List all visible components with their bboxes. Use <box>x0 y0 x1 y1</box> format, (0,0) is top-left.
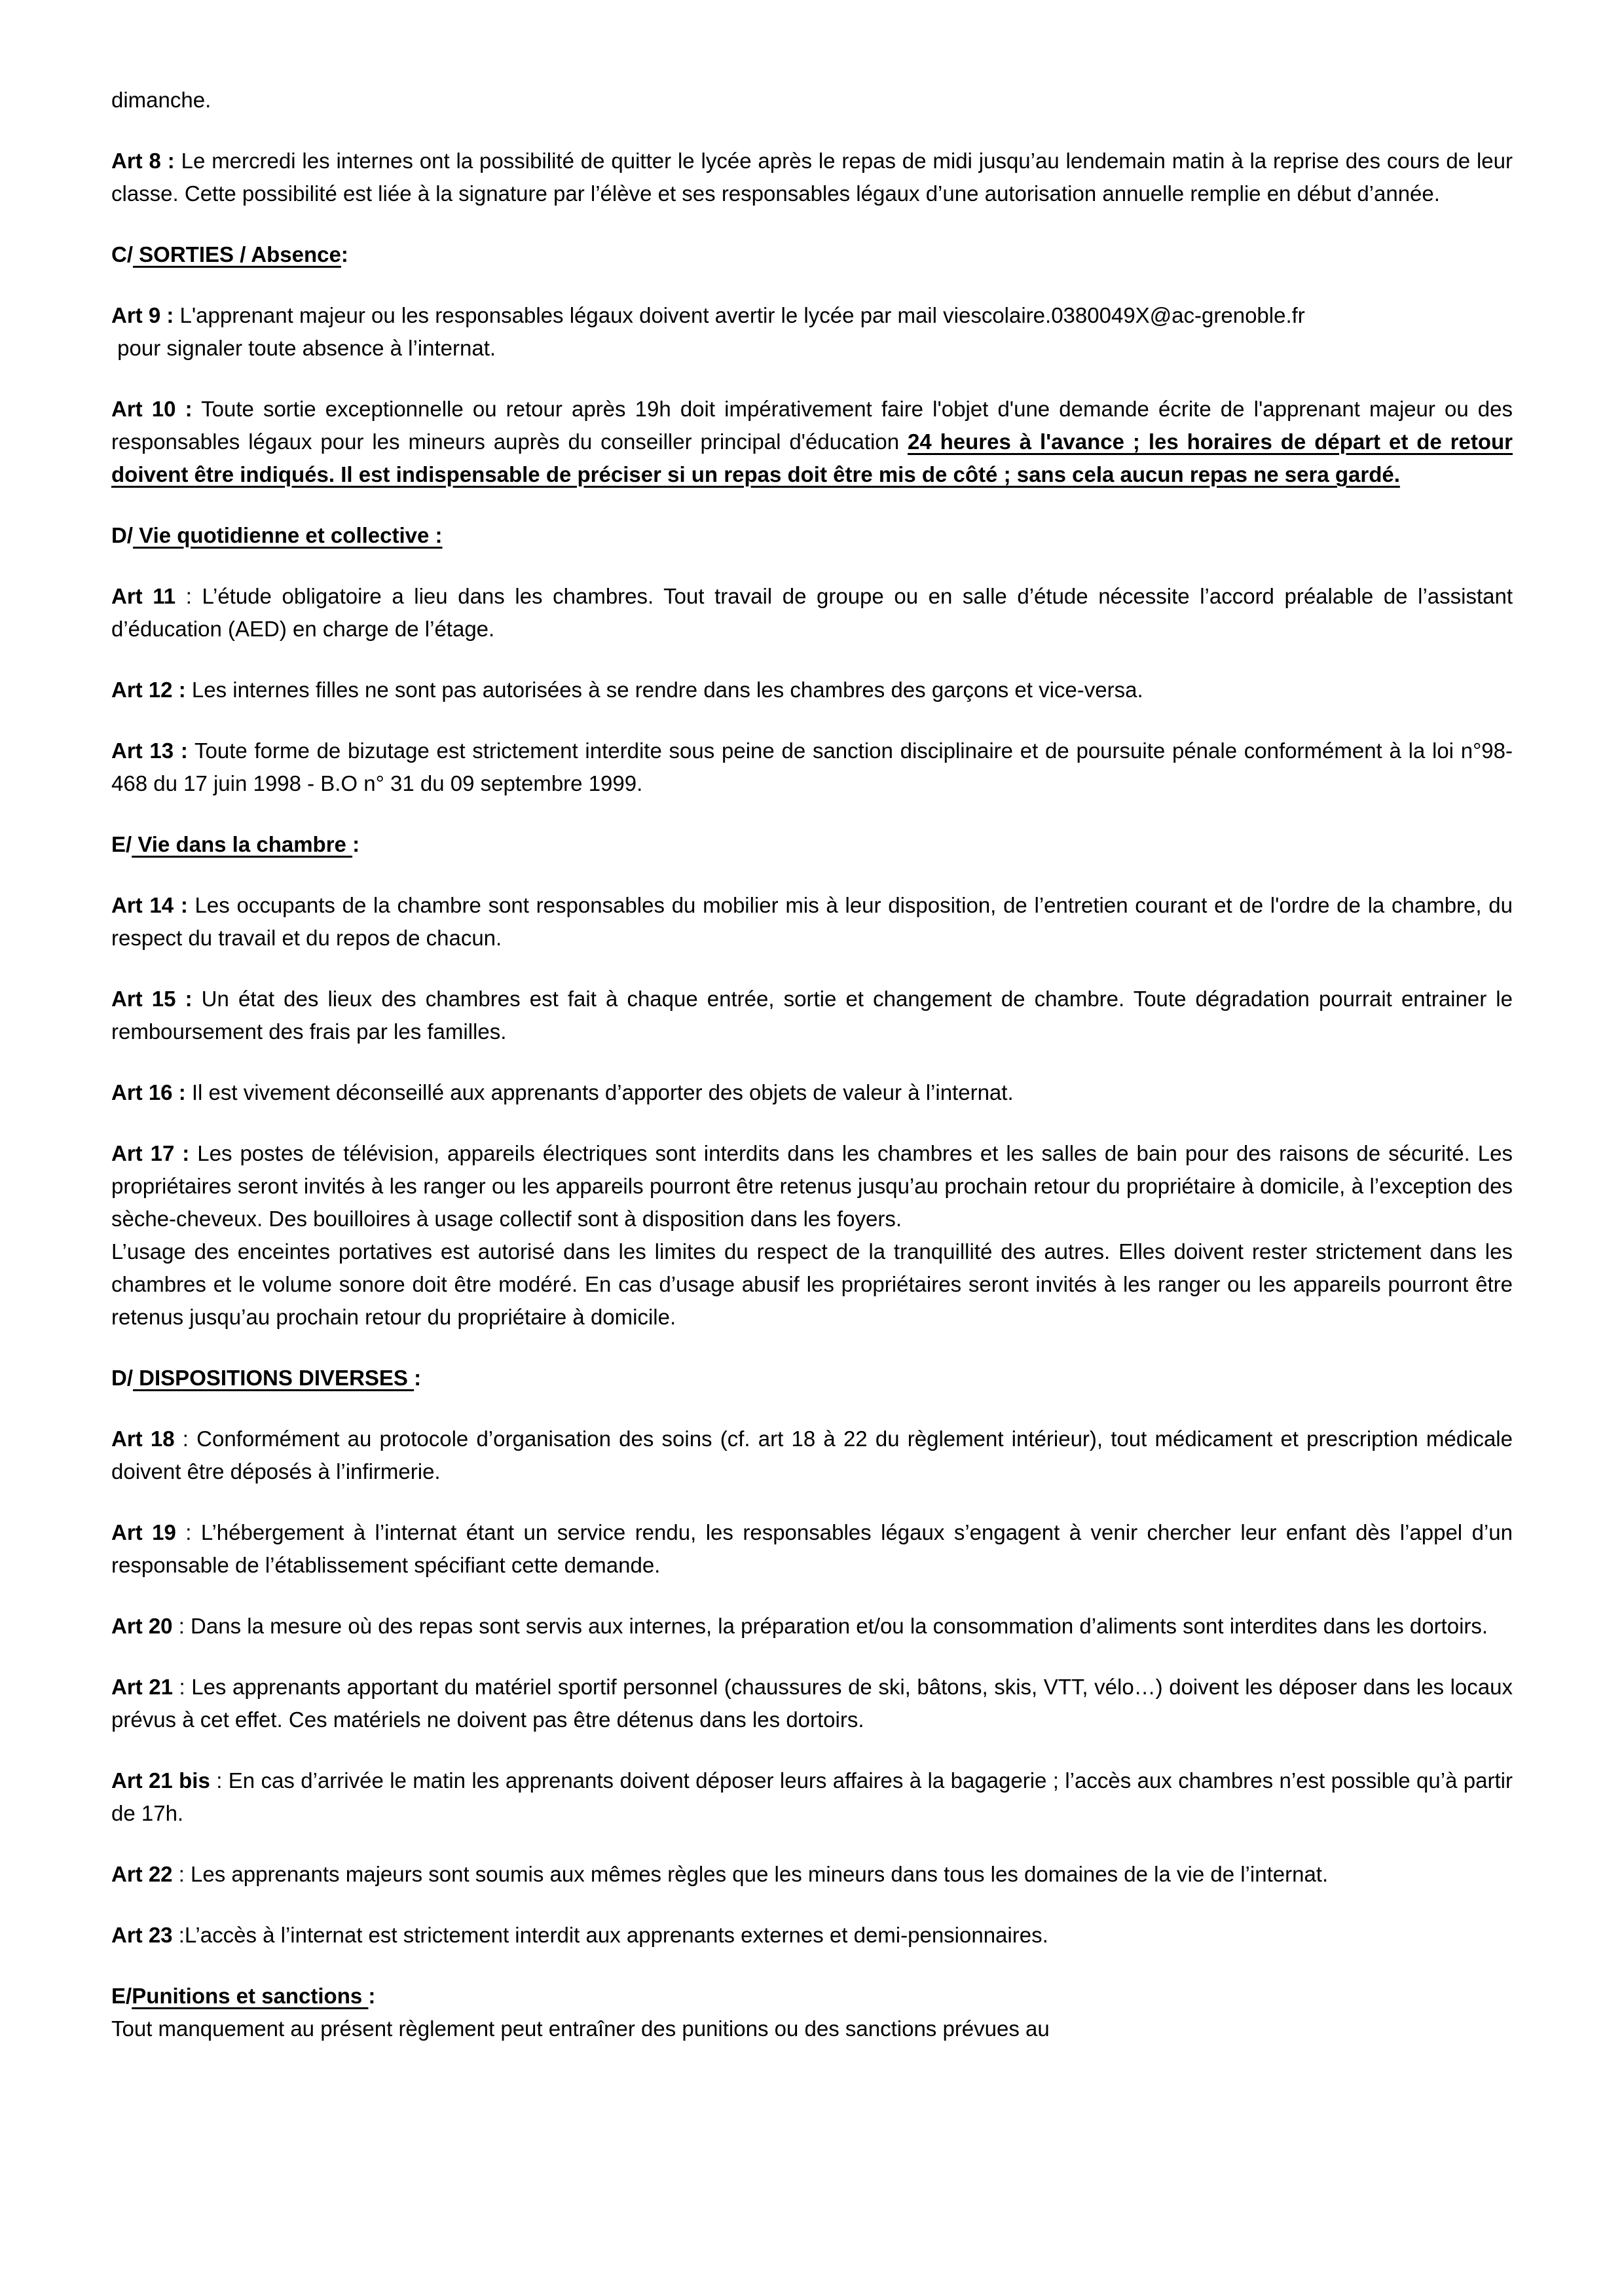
text-run: pour signaler toute absence à l’internat. <box>111 336 496 360</box>
text-run: : Conformément au protocole d’organisation des soins (cf. art 18 à 22 du règlement intérieur), tout médicament et prescription médicale doivent être déposés à l’infirmerie. <box>111 1427 1513 1484</box>
text-run: Un état des lieux des chambres est fait à chaque entrée, sortie et changement de chambre. Toute dégradation pourrait entrainer le remboursement des frais par les familles. <box>111 987 1513 1044</box>
para-art-20 <box>111 1610 1513 1643</box>
text-run: Art 20 <box>111 1614 173 1638</box>
para-art-23 <box>111 1919 1513 1952</box>
para-art-15 <box>111 983 1513 1048</box>
text-run: Toute forme de bizutage est strictement interdite sous peine de sanction disciplinaire et de poursuite pénale conformément à la loi n°98-468 du 17 juin 1998 - B.O n° 31 du 09 septembre 1999. <box>111 738 1513 795</box>
text-run: SORTIES / Absence <box>133 242 341 266</box>
text-run: Vie dans la chambre <box>132 832 353 856</box>
para-art-12 <box>111 674 1513 706</box>
para-art-13 <box>111 735 1513 800</box>
para-dimanche <box>111 84 1513 117</box>
text-run: Art 19 <box>111 1520 176 1544</box>
para-art-16 <box>111 1076 1513 1109</box>
text-run: Le mercredi les internes ont la possibilité de quitter le lycée après le repas de midi jusqu’au lendemain matin à la reprise des cours de leur classe. Cette possibilité est liée à la signature par l’élève et ses responsables légaux d’une autorisation annuelle remplie en début d’année. <box>111 149 1513 206</box>
text-run: Art 12 : <box>111 678 186 702</box>
text-run: :L’accès à l’internat est strictement interdit aux apprenants externes et demi-pensionnaires. <box>172 1923 1048 1947</box>
text-run: Art 13 : <box>111 738 188 763</box>
text-run: Art 18 <box>111 1427 175 1451</box>
heading-sorties-absence <box>111 238 1513 271</box>
para-art-11 <box>111 580 1513 646</box>
heading-vie-quotidienne <box>111 519 1513 552</box>
text-run: Punitions et sanctions <box>132 1984 369 2008</box>
text-run: Vie quotidienne et collective : <box>133 523 443 547</box>
text-run: Art 21 <box>111 1675 173 1699</box>
heading-dispositions-diverses <box>111 1362 1513 1394</box>
para-art-21 <box>111 1671 1513 1736</box>
text-run: C/ <box>111 242 133 266</box>
text-run: : <box>368 1984 376 2008</box>
text-run: Art 10 : <box>111 397 193 421</box>
text-run: Art 21 bis <box>111 1768 210 1793</box>
heading-vie-chambre <box>111 828 1513 861</box>
text-run: : Les apprenants apportant du matériel sportif personnel (chaussures de ski, bâtons, skis, VTT, vélo…) doivent les déposer dans les locaux prévus à cet effet. Ces matériels ne doivent pas être détenus dans les dortoirs. <box>111 1675 1513 1732</box>
text-run: Les postes de télévision, appareils électriques sont interdits dans les chambres et les salles de bain pour des raisons de sécurité. Les propriétaires seront invités à les ranger ou les appareils pourront être retenus jusqu’au prochain retour du propriétaire à domicile, à l’exception des sèche-cheveux. Des bouilloires à usage collectif sont à disposition dans les foyers. <box>111 1141 1513 1231</box>
text-run: dimanche. <box>111 88 212 112</box>
text-run: : En cas d’arrivée le matin les apprenants doivent déposer leurs affaires à la bagagerie ; l’accès aux chambres n’est possible qu’à partir de 17h. <box>111 1768 1513 1825</box>
text-run: Toute sortie exceptionnelle ou retour après 19h doit impérativement faire l'objet d'une demande écrite de l'apprenant majeur ou des responsables légaux pour les mineurs auprès du conseiller principal d'éducation <box>111 397 1513 454</box>
text-run: Art 16 : <box>111 1080 186 1104</box>
text-run: Les occupants de la chambre sont responsables du mobilier mis à leur disposition, de l’entretien courant et de l'ordre de la chambre, du respect du travail et du repos de chacun. <box>111 893 1513 950</box>
text-run: Art 14 : <box>111 893 188 917</box>
text-run: E/ <box>111 1984 132 2008</box>
para-art-19 <box>111 1516 1513 1582</box>
text-run: E/ <box>111 832 132 856</box>
text-run: Il est vivement déconseillé aux apprenants d’apporter des objets de valeur à l’internat. <box>185 1080 1014 1104</box>
text-run: Art 9 : <box>111 303 174 327</box>
text-run: : L’hébergement à l’internat étant un service rendu, les responsables légaux s’engagent à venir chercher leur enfant dès l’appel d’un responsable de l’établissement spécifiant cette demande. <box>111 1520 1513 1577</box>
text-run: D/ <box>111 1366 133 1390</box>
text-run: : Les apprenants majeurs sont soumis aux mêmes règles que les mineurs dans tous les domaines de la vie de l’internat. <box>172 1862 1329 1886</box>
para-art-10 <box>111 393 1513 491</box>
text-run: L’usage des enceintes portatives est autorisé dans les limites du respect de la tranquillité des autres. Elles doivent rester strictement dans les chambres et le volume sonore doit être modéré. En cas d’usage abusif les propriétaires seront invités à les ranger ou les appareils pourront être retenus jusqu’au prochain retour du propriétaire à domicile. <box>111 1239 1513 1329</box>
para-tout-manquement <box>111 2013 1513 2045</box>
text-run: 24 heures à l'avance ; les horaires de départ et de retour doivent être indiqués. Il est indispensable de préciser si un repas doit être mis de côté ; sans cela aucun repas ne sera gardé. <box>111 429 1513 486</box>
text-run: DISPOSITIONS DIVERSES <box>133 1366 415 1390</box>
para-art-21-bis <box>111 1764 1513 1830</box>
text-run: D/ <box>111 523 133 547</box>
text-run: Art 22 <box>111 1862 173 1886</box>
text-run: Les internes filles ne sont pas autorisées à se rendre dans les chambres des garçons et vice-versa. <box>185 678 1143 702</box>
para-art-18 <box>111 1423 1513 1488</box>
document-content <box>111 84 1513 2073</box>
text-run: : L’étude obligatoire a lieu dans les chambres. Tout travail de groupe ou en salle d’étude nécessite l’accord préalable de l’assistant d’éducation (AED) en charge de l’étage. <box>111 584 1513 641</box>
para-art-8 <box>111 145 1513 210</box>
text-run: : Dans la mesure où des repas sont servis aux internes, la préparation et/ou la consommation d’aliments sont interdites dans les dortoirs. <box>172 1614 1488 1638</box>
para-art-9 <box>111 299 1513 365</box>
text-run: Art 23 <box>111 1923 173 1947</box>
text-run: Art 8 : <box>111 149 175 173</box>
text-run: Art 17 : <box>111 1141 190 1165</box>
text-run: Art 15 : <box>111 987 193 1011</box>
text-run: L'apprenant majeur ou les responsables légaux doivent avertir le lycée par mail viescolaire.0380049X@ac-grenoble.fr <box>174 303 1305 327</box>
para-art-14 <box>111 889 1513 955</box>
text-run: : <box>352 832 360 856</box>
text-run: Art 11 <box>111 584 176 608</box>
para-art-22 <box>111 1858 1513 1891</box>
text-run: Tout manquement au présent règlement peut entraîner des punitions ou des sanctions prévues au <box>111 2016 1050 2041</box>
heading-punitions-sanctions <box>111 1980 1513 2013</box>
text-run: : <box>414 1366 422 1390</box>
para-art-17 <box>111 1137 1513 1334</box>
text-run: : <box>341 242 348 266</box>
